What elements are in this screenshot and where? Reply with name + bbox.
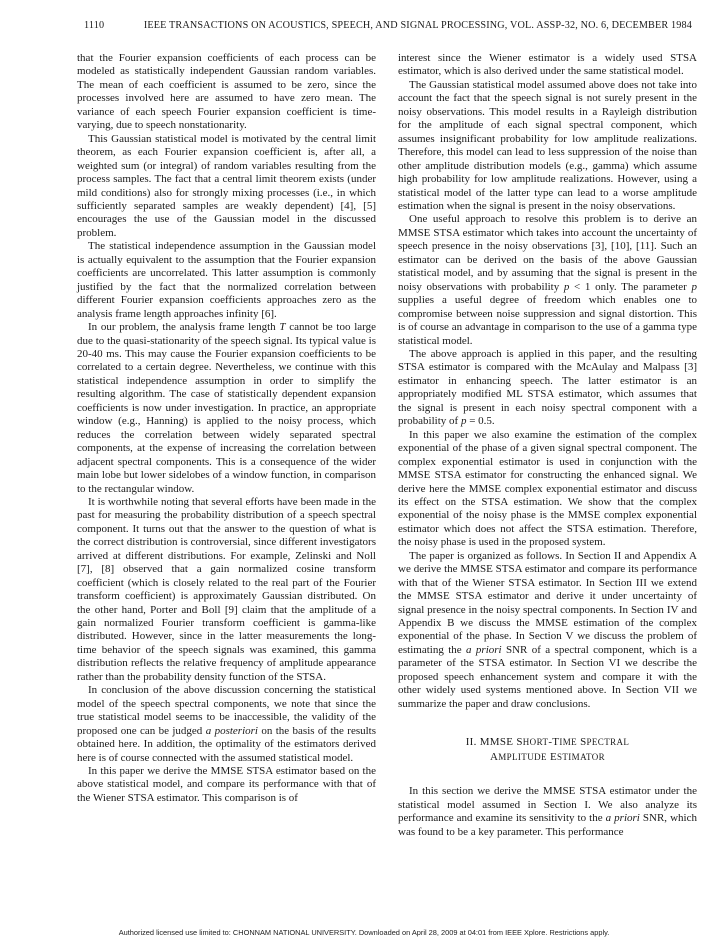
section-heading-line-2: AMPLITUDE ESTIMATOR xyxy=(489,751,606,764)
paragraph: One useful approach to resolve this problem is to derive an MMSE STSA estimator which takes into account the uncertainty of speech presence in the noisy observations [3], [10], [11]. Such an estimator can be derived on the basis of the above Gaussian statistical model, and by assuming that the signal is present in the noisy observations with probability p < 1 only. The parameter p supplies a useful degree of freedom which enables one to compromise between noise suppression and signal distortion. This is of course an advantage in comparison to the use of a gamma type statistical model. xyxy=(398,213,697,347)
body-columns xyxy=(77,52,697,839)
paragraph: In this paper we derive the MMSE STSA estimator based on the above statistical model, and compare its performance with that of the Wiener STSA estimator. This comparison is of xyxy=(77,765,376,804)
paragraph: The above approach is applied in this paper, and the resulting STSA estimator is compared with the McAulay and Malpass [3] estimator in enhancing speech. The latter estimator is an appropriately modified ML STSA estimator, which assumes that the signal is present in each noisy spectral component with a probability of p = 0.5. xyxy=(398,347,697,428)
section-heading xyxy=(398,735,697,765)
paragraph: that the Fourier expansion coefficients of each process can be modeled as statistically independent Gaussian random variables. The mean of each coefficient is assumed to be zero, since the processes involved here are assumed to have zero mean. The variance of each speech Fourier expansion coefficient is time-varying, due to speech nonstationarity. xyxy=(77,52,376,132)
paragraph: In our problem, the analysis frame length T cannot be too large due to the quasi-stationarity of the speech signal. Its typical value is 20-40 ms. This may cause the Fourier expansion coefficients to be correlated to a certain degree. Nevertheless, we continue with this statistical independence assumption in order to simplify the resulting algorithm. The case of statistically dependent expansion coefficients is now under investigation. In practice, an appropriate window (e.g., Hanning) is applied to the noisy process, which reduces the correlation between widely separated spectral components, at the expense of increasing the correlation between adjacent spectral components. This is a consequence of the wider main lobe but lower sidelobes of a window function, in comparison to the rectangular window. xyxy=(77,321,376,495)
license-footer: Authorized licensed use limited to: CHONNAM NATIONAL UNIVERSITY. Downloaded on April 28, 2009 at 04:01 from IEEE Xplore. Restrictions apply. xyxy=(118,928,610,937)
paragraph: This Gaussian statistical model is motivated by the central limit theorem, as each Fourier expansion coefficient is, after all, a weighted sum (or integral) of random variables resulting from the process samples. The fact that a central limit theorem exists (under mild conditions) also for strongly mixing processes (i.e., in which sufficiently separated samples are weakly dependent) [4], [5] encourages the use of the Gaussian model in the discussed problem. xyxy=(77,132,376,239)
running-header xyxy=(84,20,692,31)
paragraph: The Gaussian statistical model assumed above does not take into account the fact that the speech signal is not surely present in the noisy observations. This model results in a Rayleigh distribution for the amplitude of each signal spectral component, which assumes insignificant probability for low amplitude realizations. Therefore, this model can lead to less suppression of the noise than other amplitude distribution models (e.g., gamma) which assume high probability for low amplitude realizations. However, using a statistical model of the latter type can lead to a worse amplitude estimation when the signal is present in the noisy observations. xyxy=(398,78,697,212)
paragraph: It is worthwhile noting that several efforts have been made in the past for measuring the probability distribution of a speech spectral component. It turns out that the answer to the question of what is the correct distribution is controversial, since different investigators arrived at different distributions. For example, Zelinski and Noll [7], [8] observed that a gain normalized cosine transform coefficient (which is closely related to the real part of the Fourier transform coefficient) is approximately Gaussian distributed. On the other hand, Porter and Boll [9] claim that the amplitude of a gain normalized Fourier transform coefficient is gamma-like distributed. However, since in the latter measurements the long-time behavior of the speech signals was examined, this gamma distribution reflects the relative frequency of amplitude appearance rather than the probability density function of the STSA. xyxy=(77,495,376,683)
right-column xyxy=(398,52,697,839)
section-heading-line-1: II. MMSE SHORT-TIME SPECTRAL xyxy=(465,736,630,749)
left-column xyxy=(77,52,376,839)
paragraph: interest since the Wiener estimator is a widely used STSA estimator, which is also derived under the same statistical model. xyxy=(398,52,697,78)
paragraph: In this section we derive the MMSE STSA estimator under the statistical model assumed in Section I. We also analyze its performance and examine its sensitivity to the a priori SNR, which was found to be a key parameter. This performance xyxy=(398,785,697,838)
paragraph: In conclusion of the above discussion concerning the statistical model of the speech spectral components, we note that since the true statistical model seems to be inaccessible, the validity of the proposed one can be judged a posteriori on the basis of the results obtained here. In addition, the optimality of the estimators derived here is of course connected with the assumed statistical model. xyxy=(77,684,376,764)
paragraph: The statistical independence assumption in the Gaussian model is actually equivalent to the assumption that the Fourier expansion coefficients are uncorrelated. This latter assumption is commonly justified by the fact that the normalized correlation between different Fourier expansion coefficients approaches zero as the analysis frame length approaches infinity [6]. xyxy=(77,240,376,320)
paragraph: In this paper we also examine the estimation of the complex exponential of the phase of a given signal spectral component. The complex exponential estimator is used in conjunction with the MMSE STSA estimator for constructing the enhanced signal. We derive here the MMSE complex exponential estimator and discuss its effect on the STSA estimation. We show that the complex exponential of the noisy phase is the MMSE complex exponential estimator which does not affect the STSA estimation. Therefore, the noisy phase is used in the proposed system. xyxy=(398,428,697,549)
paragraph: The paper is organized as follows. In Section II and Appendix A we derive the MMSE STSA estimator and compare its performance with that of the Wiener STSA estimator. In Section III we extend the MMSE STSA estimator and derive it under uncertainty of signal presence in the noisy spectral components. In Section IV and Appendix B we discuss the MMSE estimation of the complex exponential of the phase. In Section V we discuss the problem of estimating the a priori SNR of a spectral component, which is a parameter of the STSA estimator. In Section VI we describe the proposed speech enhancement system and compare it with the other widely used systems mentioned above. In Section VII we summarize the paper and draw conclusions. xyxy=(398,549,697,710)
journal-title: IEEE TRANSACTIONS ON ACOUSTICS, SPEECH, AND SIGNAL PROCESSING, VOL. ASSP-32, NO. 6, DECEMBER 1984 xyxy=(143,20,692,31)
page-number: 1110 xyxy=(84,20,105,31)
